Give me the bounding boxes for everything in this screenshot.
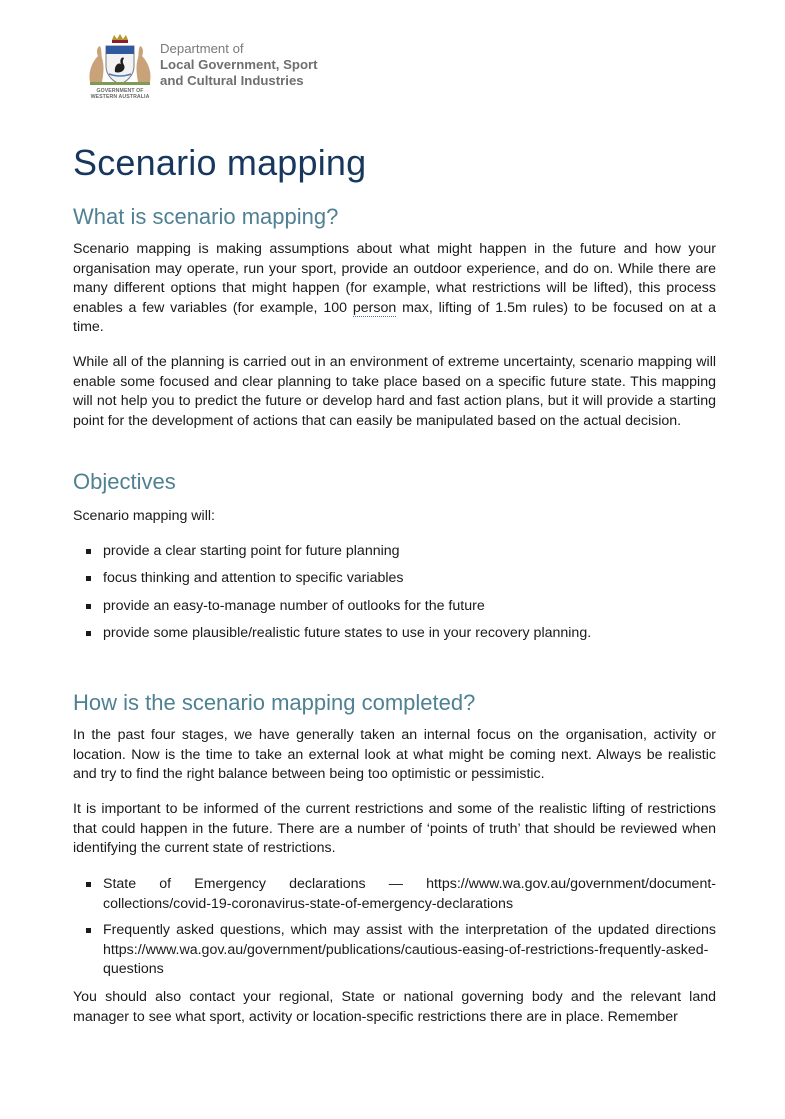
list-item-text: provide a clear starting point for future planning bbox=[103, 543, 400, 559]
objectives-list bbox=[73, 542, 716, 651]
how-paragraph-3: You should also contact your regional, State or national governing body and the relevant land manager to see what sport, activity or location-specific restrictions there are in place. Remember bbox=[73, 989, 716, 1025]
list-item-text: provide some plausible/realistic future states to use in your recovery planning. bbox=[103, 624, 592, 641]
list-item bbox=[73, 597, 716, 624]
what-paragraph-1 bbox=[73, 240, 716, 338]
heading-objectives: Objectives bbox=[73, 469, 176, 494]
objectives-intro: Scenario mapping will: bbox=[73, 508, 215, 524]
list-item-text: focus thinking and attention to specific variables bbox=[103, 570, 404, 587]
list-item-text: Frequently asked questions, which may assist with the interpretation of the updated directions https://www.wa.gov.au/government/publications/cautious-easing-of-restrictions-frequently-asked-questions bbox=[103, 922, 716, 977]
list-item-text: State of Emergency declarations — https://www.wa.gov.au/government/document-collections/covid-19-coronavirus-state-of-emergency-declarations bbox=[103, 876, 716, 912]
bullet-square-icon bbox=[86, 604, 91, 609]
list-item bbox=[73, 542, 716, 569]
bullet-square-icon bbox=[86, 576, 91, 581]
bullet-square-icon bbox=[86, 631, 91, 636]
what-paragraph-2: While all of the planning is carried out in an environment of extreme uncertainty, scenario mapping will enable some focused and clear planning to take place based on a specific future state. This mapping will not help you to predict the future or develop hard and fast action plans, but it will provide a starting point for the development of actions that can easily be manipulated based on the actual decision. bbox=[73, 354, 716, 429]
department-name-line2: Local Government, Sport bbox=[160, 57, 318, 72]
department-name bbox=[160, 41, 318, 89]
department-name-line3: and Cultural Industries bbox=[160, 73, 304, 88]
crest-caption bbox=[84, 88, 156, 100]
how-paragraph-2: It is important to be informed of the current restrictions and some of the realistic lifting of restrictions that could happen in the future. There are a number of ‘points of truth’ that should be reviewed when identifying the current state of restrictions. bbox=[73, 801, 716, 856]
spellcheck-marked-word: person bbox=[352, 299, 397, 316]
what-paragraph-1-part-b: max, lifting of 1.5m rules) to be focused on at a time. bbox=[73, 299, 716, 335]
list-item bbox=[73, 875, 716, 921]
page-title: Scenario mapping bbox=[73, 142, 367, 183]
heading-how-is-scenario-mapping-completed: How is the scenario mapping completed? bbox=[73, 690, 476, 715]
bullet-square-icon bbox=[86, 928, 91, 933]
crest-caption-line2: WESTERN AUSTRALIA bbox=[90, 94, 150, 100]
department-name-line1: Department of bbox=[160, 41, 244, 56]
department-logo bbox=[84, 32, 334, 106]
points-of-truth-list bbox=[73, 875, 716, 985]
how-paragraph-1: In the past four stages, we have generally taken an internal focus on the organisation, activity or location. Now is the time to take an external look at what might be coming next. Always be realistic and try to find the right balance between being too optimistic or pessimistic. bbox=[73, 727, 716, 782]
heading-what-is-scenario-mapping: What is scenario mapping? bbox=[73, 204, 339, 229]
bullet-square-icon bbox=[86, 882, 91, 887]
list-item bbox=[73, 624, 716, 651]
crest-caption-line1: GOVERNMENT OF bbox=[96, 88, 144, 94]
bullet-square-icon bbox=[86, 549, 91, 554]
list-item bbox=[73, 921, 716, 985]
list-item-text: provide an easy-to-manage number of outlooks for the future bbox=[103, 597, 485, 614]
list-item bbox=[73, 569, 716, 596]
what-paragraph-1-part-a: Scenario mapping is making assumptions about what might happen in the future and how your organisation may operate, run your sport, provide an outdoor experience, and do on. While there are many different options that might happen (for example, what restrictions will be lifted), this process enables a few variables (for example, 100 bbox=[73, 241, 716, 316]
